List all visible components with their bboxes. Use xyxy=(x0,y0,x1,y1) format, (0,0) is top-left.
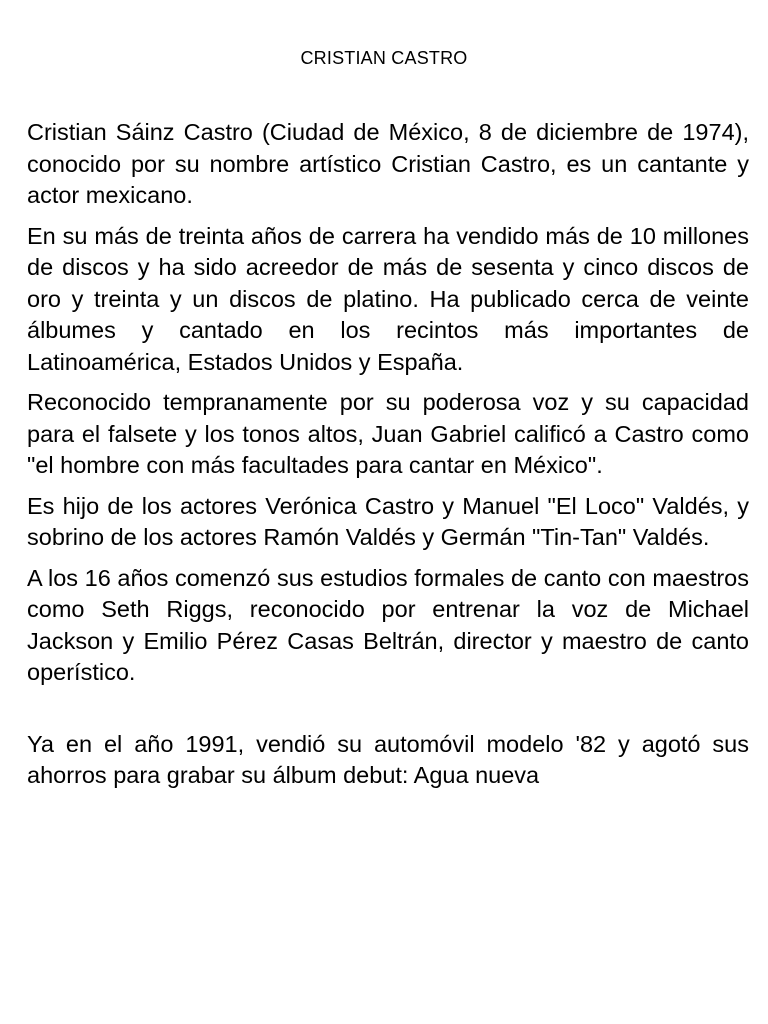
paragraph-intro: Cristian Sáinz Castro (Ciudad de México, 8 de diciembre de 1974), conocido por su nombre artístico Cristian Castro, es un cantante y actor mexicano. xyxy=(27,119,749,208)
paragraph-voice: Reconocido tempranamente por su poderosa voz y su capacidad para el falsete y los tonos altos, Juan Gabriel calificó a Castro como "el hombre con más facultades para cantar en México". xyxy=(27,389,749,478)
document-body xyxy=(27,117,749,801)
document-title: CRISTIAN CASTRO xyxy=(300,48,468,68)
paragraph-debut: Ya en el año 1991, vendió su automóvil modelo '82 y agotó sus ahorros para grabar su álbum debut: Agua nueva xyxy=(27,730,749,788)
paragraph-training: A los 16 años comenzó sus estudios formales de canto con maestros como Seth Riggs, reconocido por entrenar la voz de Michael Jackson y Emilio Pérez Casas Beltrán, director y maestro de canto operístico. xyxy=(27,564,749,685)
paragraph-career: En su más de treinta años de carrera ha vendido más de 10 millones de discos y ha sido acreedor de más de sesenta y cinco discos de oro y treinta y un discos de platino. Ha publicado cerca de veinte álbumes y cantado en los recintos más importantes de Latinoamérica, Estados Unidos y España. xyxy=(27,222,749,375)
paragraph-family: Es hijo de los actores Verónica Castro y Manuel "El Loco" Valdés, y sobrino de los actores Ramón Valdés y Germán "Tin-Tan" Valdés. xyxy=(27,492,749,550)
